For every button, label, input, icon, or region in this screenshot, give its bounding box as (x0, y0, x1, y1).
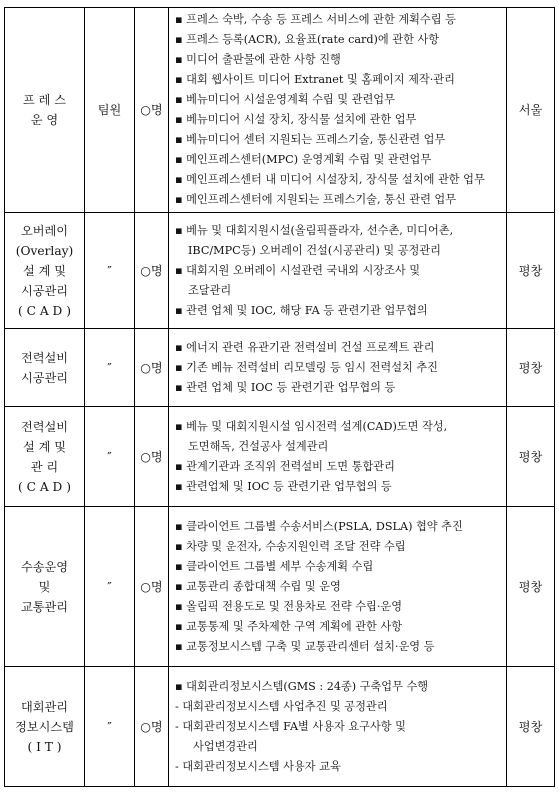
position-line: 운 영 (30, 113, 59, 127)
task-line: ▪ 메인프레스센터 내 미디어 시설장치, 장식물 설치에 관한 업무 (175, 173, 485, 186)
count-cell: ○명 (135, 507, 169, 667)
position-line: ( C A D ) (18, 479, 71, 494)
task-line: ▪ 메인프레스센터에 지원되는 프레스기술, 통신 관련 업무 (175, 193, 457, 206)
count-cell: ○명 (135, 213, 169, 329)
count-cell: ○명 (135, 329, 169, 407)
task-line: ▪ 미디어 출판물에 관한 사항 진행 (175, 53, 341, 66)
task-line: ▪ 대회관리정보시스템(GMS : 24종) 구축업무 수행 (175, 679, 429, 693)
table-row (5, 329, 555, 407)
position-line: (Overlay) (15, 243, 74, 258)
task-line: ▪ 교통통제 및 주차제한 구역 계획에 관한 사항 (175, 619, 403, 633)
grade-cell: 팀원 (85, 8, 135, 213)
task-line: ▪ 베뉴 및 대회지원시설 임시전력 설계(CAD)도면 작성, (175, 419, 448, 433)
task-line: - 대회관리정보시스템 사업추진 및 공정관리 (175, 699, 388, 713)
task-line: ▪ 메인프레스센터(MPC) 운영계획 수립 및 관련업무 (175, 153, 432, 166)
location-cell: 평창 (507, 329, 555, 407)
grade-cell: ″ (85, 507, 135, 667)
position-line: 프 레 스 (22, 93, 67, 107)
table-row (5, 8, 555, 213)
table-row (5, 407, 555, 507)
position-line: 및 (38, 579, 51, 594)
grade-cell: ″ (85, 407, 135, 507)
task-line: - 대회관리정보시스템 FA별 사용자 요구사항 및 (175, 719, 406, 733)
task-line: ▪ 클라이언트 그룹별 수송서비스(PSLA, DSLA) 협약 추진 (175, 519, 463, 533)
task-line: ▪ 클라이언트 그룹별 세부 수송계획 수립 (175, 559, 374, 573)
position-line: ( C A D ) (18, 303, 71, 318)
task-line: ▪ 프레스 등록(ACR), 요율표(rate card)에 관한 사항 (175, 33, 440, 46)
location-cell: 서울 (507, 8, 555, 213)
position-line: 시공관리 (20, 370, 69, 385)
tasks-cell (169, 667, 507, 787)
grade-cell: ″ (85, 329, 135, 407)
position-cell (5, 407, 85, 507)
task-line: ▪ 교통관리 종합대책 수립 및 운영 (175, 579, 341, 593)
position-cell (5, 329, 85, 407)
task-line: ▪ 관련 업체 및 IOC 등 관련기관 업무협의 등 (175, 380, 396, 394)
task-line: 사업변경관리 (193, 739, 258, 753)
task-line: 도면해독, 건설공사 설계관리 (188, 439, 329, 453)
location-cell: 평창 (507, 407, 555, 507)
position-line: 전력설비 (20, 419, 69, 434)
task-line: ▪ 관련업체 및 IOC 등 관련기관 업무협의 등 (175, 479, 392, 493)
task-line: ▪ 관련 업체 및 IOC, 해당 FA 등 관련기관 업무협의 (175, 303, 428, 317)
task-line: ▪ 올림픽 전용도로 및 전용차로 전략 수립·운영 (175, 599, 403, 613)
task-line: ▪ 베뉴미디어 센터 지원되는 프레스기술, 통신관련 업무 (175, 133, 446, 146)
position-line: ( I T ) (27, 739, 62, 754)
count-cell: ○명 (135, 8, 169, 213)
task-line: ▪ 베뉴미디어 시설운영계획 수립 및 관련업무 (175, 93, 395, 106)
position-line: 시공관리 (20, 283, 69, 298)
position-line: 수송운영 (20, 559, 69, 574)
count-cell: ○명 (135, 667, 169, 787)
location-cell: 평창 (507, 507, 555, 667)
position-line: 전력설비 (20, 350, 69, 365)
position-cell (5, 667, 85, 787)
task-line: ▪ 기존 베뉴 전력설비 리모델링 등 임시 전력설치 추진 (175, 360, 438, 374)
task-line: IBC/MPC등) 오버레이 건설(시공관리) 및 공정관리 (188, 243, 441, 257)
count-cell: ○명 (135, 407, 169, 507)
tasks-cell (169, 407, 507, 507)
tasks-cell (169, 507, 507, 667)
location-cell: 평창 (507, 667, 555, 787)
table-row (5, 213, 555, 329)
position-line: 교통관리 (20, 599, 69, 614)
table-row (5, 667, 555, 787)
tasks-cell (169, 8, 507, 213)
position-line: 오버레이 (20, 223, 69, 238)
task-line: ▪ 대회지원 오버레이 시설관련 국내외 시장조사 및 (175, 263, 421, 277)
location-cell: 평창 (507, 213, 555, 329)
position-cell (5, 507, 85, 667)
position-line: 정보시스템 (15, 719, 74, 734)
tasks-cell (169, 329, 507, 407)
task-line: ▪ 프레스 숙박, 수송 등 프레스 서비스에 관한 계획수립 등 (175, 13, 456, 26)
task-line: ▪ 베뉴미디어 시설 장치, 장식물 설치에 관한 업무 (175, 113, 417, 126)
position-cell (5, 8, 85, 213)
task-line: 조달관리 (188, 283, 232, 297)
task-line: ▪ 베뉴 및 대회지원시설(올림픽플라자, 선수촌, 미디어촌, (175, 223, 454, 237)
grade-cell: ″ (85, 213, 135, 329)
position-line: 설 계 및 (22, 439, 67, 454)
task-line: ▪ 교통정보시스템 구축 및 교통관리센터 설치·운영 등 (175, 639, 435, 653)
task-line: - 대회관리정보시스템 사용자 교육 (175, 759, 341, 773)
task-line: ▪ 대회 웹사이트 미디어 Extranet 및 홈페이지 제작·관리 (175, 73, 455, 86)
job-table (4, 7, 555, 787)
task-line: ▪ 관계기관과 조직위 전력설비 도면 통합관리 (175, 459, 395, 473)
task-line: ▪ 에너지 관련 유관기관 전력설비 건설 프로젝트 관리 (175, 340, 435, 354)
position-line: 설 계 및 (22, 263, 67, 278)
table-row (5, 507, 555, 667)
position-line: 대회관리 (20, 699, 69, 714)
task-line: ▪ 차량 및 운전자, 수송지원인력 조달 전략 수립 (175, 539, 406, 553)
position-line: 관 리 (30, 459, 59, 474)
position-cell (5, 213, 85, 329)
tasks-cell (169, 213, 507, 329)
grade-cell: ″ (85, 667, 135, 787)
